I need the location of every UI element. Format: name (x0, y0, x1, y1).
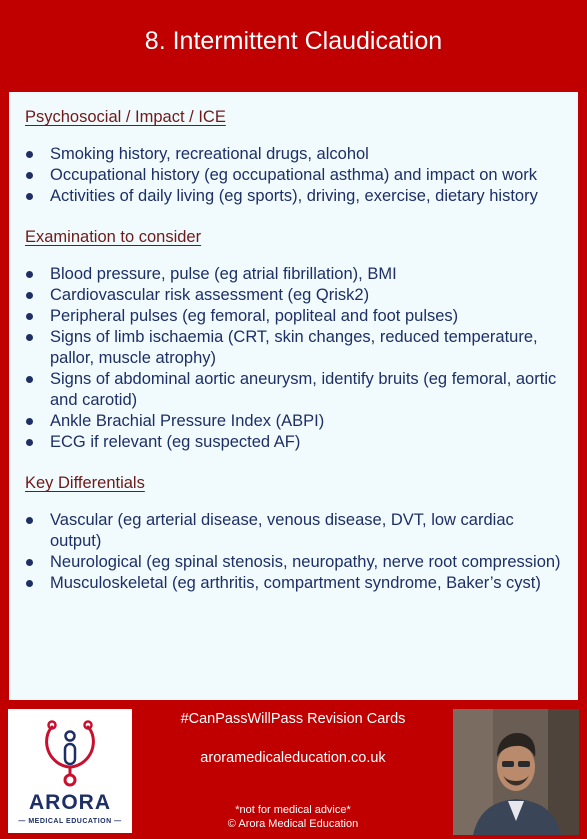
section-differentials (25, 473, 566, 594)
logo-wordmark: ARORA (29, 791, 111, 814)
list-item: Blood pressure, pulse (eg atrial fibrillation), BMI (50, 265, 397, 283)
presenter-photo-icon (453, 709, 579, 835)
stethoscope-person-logo-icon (8, 709, 132, 793)
section-heading: Psychosocial / Impact / ICE (25, 108, 226, 126)
list-item: Smoking history, recreational drugs, alcohol (50, 145, 369, 163)
section-heading: Examination to consider (25, 228, 202, 246)
list-item: Signs of limb ischaemia (CRT, skin changes, reduced temperature, pallor, muscle atrophy) (50, 328, 538, 367)
list-item: Occupational history (eg occupational asthma) and impact on work (50, 166, 537, 184)
content-card (9, 92, 578, 700)
section-psychosocial (25, 107, 566, 207)
section-heading: Key Differentials (25, 474, 145, 492)
card-title: 8. Intermittent Claudication (144, 27, 443, 55)
list-item: Neurological (eg spinal stenosis, neuropathy, nerve root compression) (50, 553, 561, 571)
list-item: Musculoskeletal (eg arthritis, compartment syndrome, Baker’s cyst) (50, 574, 541, 592)
list-item: Peripheral pulses (eg femoral, popliteal and foot pulses) (50, 307, 459, 325)
footer-disclaimer: *not for medical advice* (235, 804, 351, 816)
presenter-photo (453, 709, 579, 835)
logo-subtitle: — MEDICAL EDUCATION — (18, 818, 122, 825)
list-item: Signs of abdominal aortic aneurysm, identify bruits (eg femoral, aortic and carotid) (50, 370, 557, 409)
list-item: Cardiovascular risk assessment (eg Qrisk2) (50, 286, 370, 304)
list-item: Activities of daily living (eg sports), driving, exercise, dietary history (50, 187, 538, 205)
footer-website[interactable]: aroramedicaleducation.co.uk (200, 750, 386, 766)
section-examination (25, 227, 566, 453)
list-item: Vascular (eg arterial disease, venous disease, DVT, low cardiac output) (50, 511, 514, 550)
bullet-list (25, 264, 566, 453)
arora-logo (8, 709, 132, 833)
footer-copyright: © Arora Medical Education (227, 818, 359, 830)
list-item: Ankle Brachial Pressure Index (ABPI) (50, 412, 325, 430)
bullet-list (25, 510, 566, 594)
bullet-list (25, 144, 566, 207)
footer-tagline: #CanPassWillPass Revision Cards (180, 711, 406, 727)
list-item: ECG if relevant (eg suspected AF) (50, 433, 301, 451)
